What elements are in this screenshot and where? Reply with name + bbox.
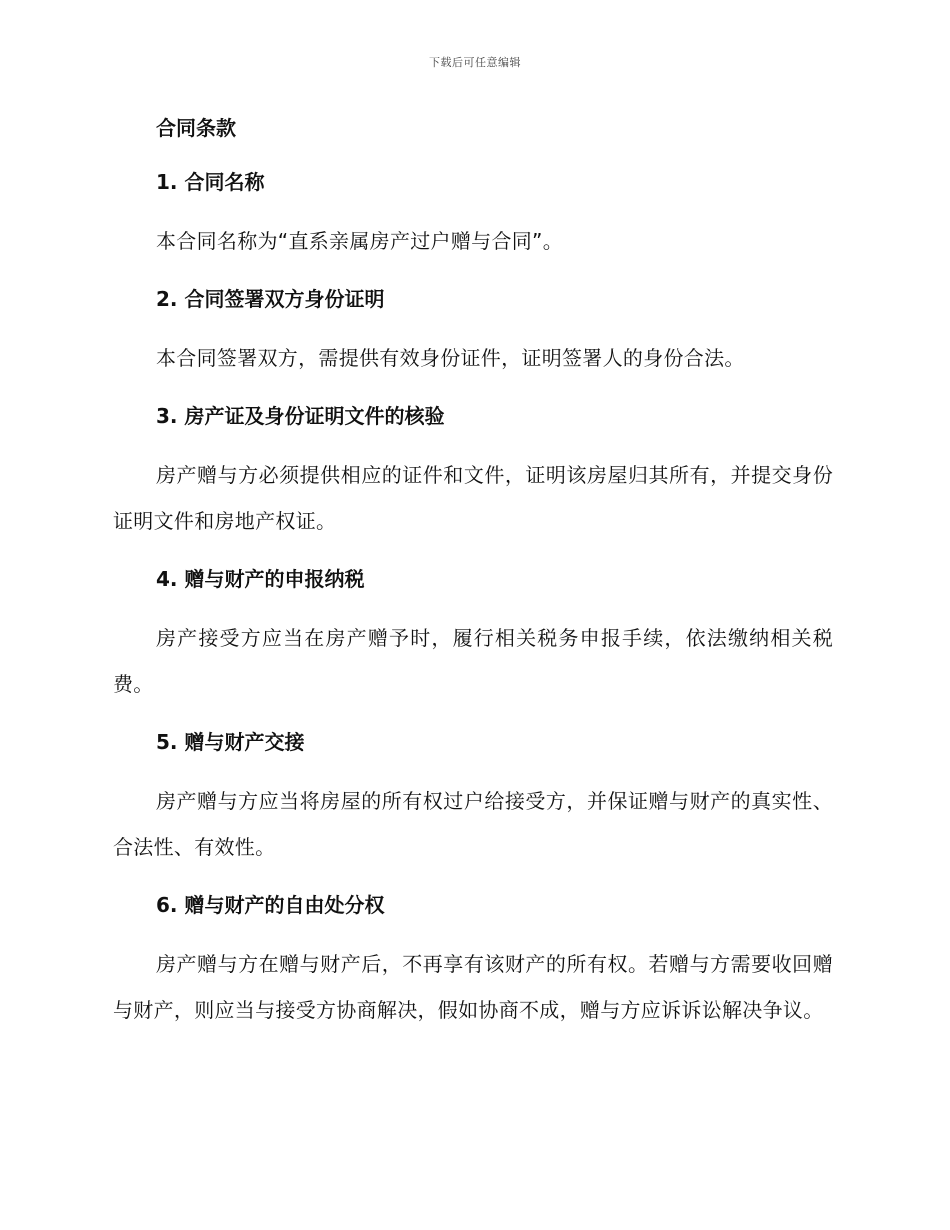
section-paragraph: 房产赠与方必须提供相应的证件和文件，证明该房屋归其所有，并提交身份证明文件和房地产权证。: [113, 463, 833, 533]
section-paragraph: 房产接受方应当在房产赠予时，履行相关税务申报手续，依法缴纳相关税费。: [113, 626, 833, 696]
section-3: [113, 398, 833, 544]
section-paragraph: 房产赠与方在赠与财产后，不再享有该财产的所有权。若赠与方需要收回赠与财产，则应当与接受方协商解决，假如协商不成，赠与方应诉诉讼解决争议。: [113, 952, 833, 1022]
section-paragraph: 房产赠与方应当将房屋的所有权过户给接受方，并保证赠与财产的真实性、合法性、有效性。: [113, 789, 833, 859]
section-heading: 4. 赠与财产的申报纳税: [156, 567, 365, 591]
section-4: [113, 561, 833, 707]
section-5: [113, 724, 833, 870]
section-heading: 2. 合同签署双方身份证明: [156, 287, 385, 311]
section-paragraph: 本合同名称为“直系亲属房产过户赠与合同”。: [156, 229, 564, 253]
section-paragraph: 本合同签署双方，需提供有效身份证件，证明签署人的身份合法。: [156, 346, 745, 370]
section-heading: 6. 赠与财产的自由处分权: [156, 893, 385, 917]
section-heading: 3. 房产证及身份证明文件的核验: [156, 404, 445, 428]
document-title: 合同条款: [156, 116, 236, 140]
section-1: [113, 164, 833, 264]
section-heading: 1. 合同名称: [156, 170, 265, 194]
section-heading: 5. 赠与财产交接: [156, 730, 305, 754]
section-6: [113, 887, 833, 1033]
document-body: [113, 110, 833, 1033]
section-2: [113, 281, 833, 381]
page-header-note: 下载后可任意编辑: [429, 56, 521, 69]
